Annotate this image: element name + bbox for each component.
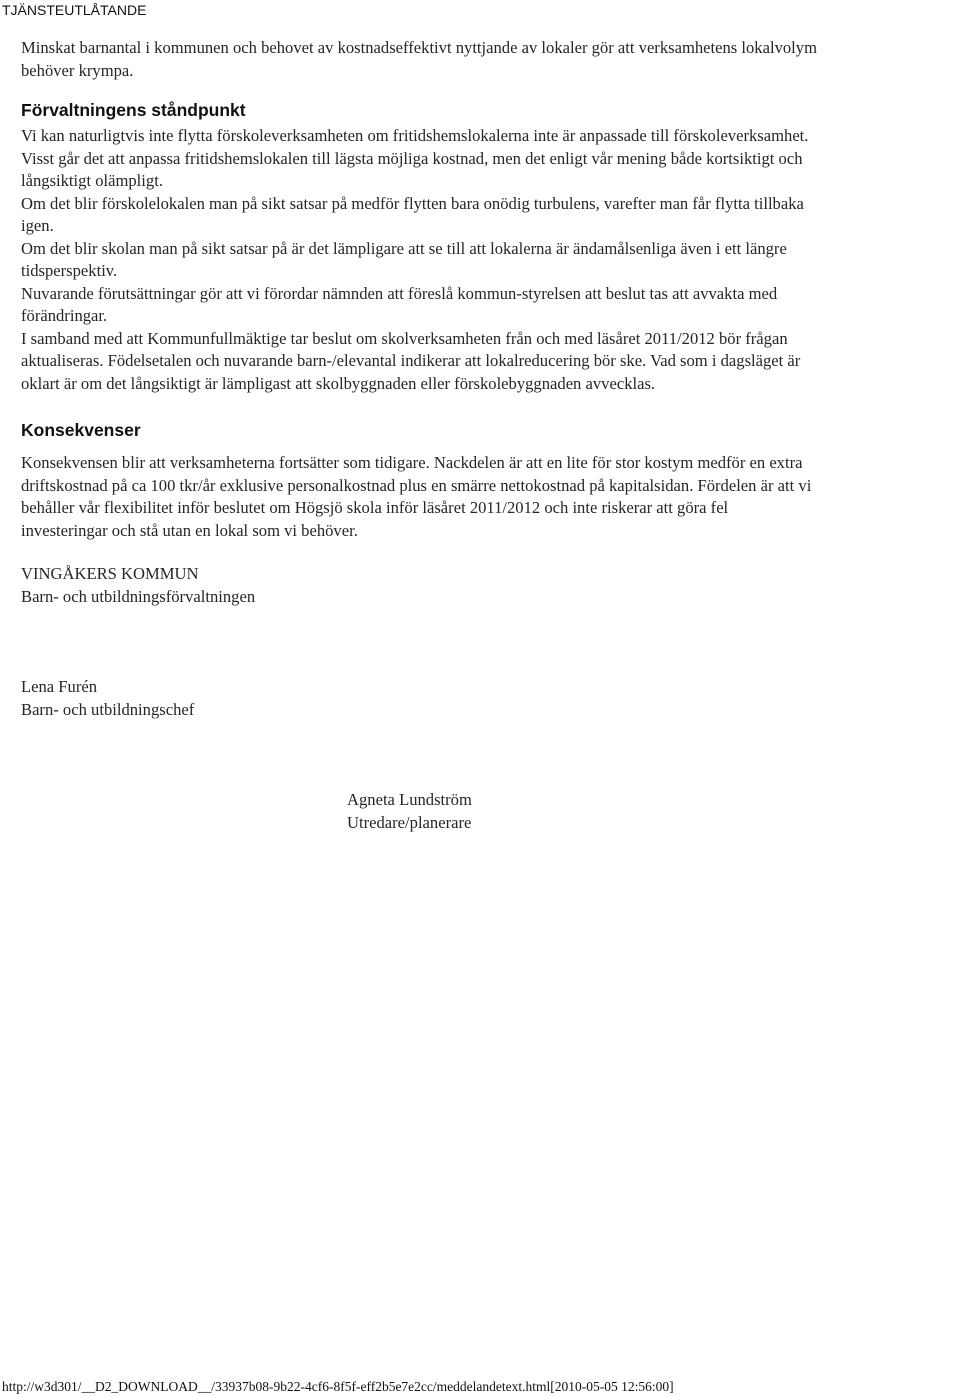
consequences-line: investeringar och stå utan en lokal som vi behöver. bbox=[21, 520, 358, 540]
intro-paragraph bbox=[21, 37, 960, 82]
standpoint-heading: Förvaltningens ståndpunkt bbox=[21, 100, 246, 120]
standpoint-line: igen. bbox=[21, 216, 54, 235]
signatory-block bbox=[21, 676, 960, 721]
consequences-line: driftskostnad på ca 100 tkr/år exklusive personalkostnad plus en smärre nettokostnad på kapitalsidan. Fördelen är att vi bbox=[21, 475, 812, 495]
standpoint-line: tidsperspektiv. bbox=[21, 261, 118, 280]
standpoint-line: Visst går det att anpassa fritidshemslokalen till lägsta möjliga kostnad, men det enligt vår mening både kortsiktigt och bbox=[21, 148, 803, 168]
standpoint-line: oklart är om det långsiktigt är lämpligast att skolbyggnaden eller förskolebyggnaden avvecklas. bbox=[21, 373, 656, 393]
intro-line: behöver krympa. bbox=[21, 60, 134, 80]
standpoint-line: Om det blir skolan man på sikt satsar på är det lämpligare att se till att lokalerna är ändamålsenliga även i ett längre bbox=[21, 238, 787, 258]
standpoint-line: I samband med att Kommunfullmäktige tar beslut om skolverksamheten från och med läsåret 2011/2012 bör frågan bbox=[21, 328, 788, 348]
standpoint-line: Om det blir förskolelokalen man på sikt satsar på medför flytten bara onödig turbulens, varefter man får flytta tillbaka bbox=[21, 193, 804, 213]
organization-block bbox=[21, 563, 960, 608]
organization-department: Barn- och utbildningsförvaltningen bbox=[21, 586, 256, 606]
standpoint-line: Nuvarande förutsättningar gör att vi förordar nämnden att föreslå kommun-styrelsen att beslut tas att avvakta med bbox=[21, 283, 778, 303]
signatory-title: Barn- och utbildningschef bbox=[21, 699, 195, 719]
standpoint-line: förändringar. bbox=[21, 306, 108, 325]
document-header-title: TJÄNSTEUTLÅTANDE bbox=[2, 2, 147, 18]
signatory-block bbox=[347, 789, 960, 834]
signatory-name: Agneta Lundström bbox=[347, 790, 472, 809]
standpoint-text bbox=[21, 125, 960, 395]
standpoint-line: aktualiseras. Födelsetalen och nuvarande barn-/elevantal indikerar att lokalreducering bör ske. Vad som i dagsläget är bbox=[21, 351, 801, 370]
consequences-line: Konsekvensen blir att verksamheterna fortsätter som tidigare. Nackdelen är att en lite för stor kostym medför en extra bbox=[21, 453, 803, 472]
organization-name: VINGÅKERS KOMMUN bbox=[21, 564, 199, 583]
intro-line: Minskat barnantal i kommunen och behovet av kostnadseffektivt nyttjande av lokaler gör att verksamhetens lokalvolym bbox=[21, 38, 817, 57]
consequences-line: behåller vår flexibilitet inför beslutet om Högsjö skola inför läsåret 2011/2012 och inte riskerar att göra fel bbox=[21, 498, 729, 517]
consequences-heading: Konsekvenser bbox=[21, 420, 141, 440]
standpoint-line: långsiktigt olämpligt. bbox=[21, 171, 163, 190]
consequences-text bbox=[21, 452, 960, 542]
standpoint-line: Vi kan naturligtvis inte flytta förskoleverksamheten om fritidshemslokalerna inte är anpassade till förskoleverksamhet. bbox=[21, 126, 809, 145]
signatory-name: Lena Furén bbox=[21, 677, 98, 696]
signatory-title: Utredare/planerare bbox=[347, 812, 472, 832]
footer-url: http://w3d301/__D2_DOWNLOAD__/33937b08-9b22-4cf6-8f5f-eff2b5e7e2cc/meddelandetext.html[2010-05-05 12:56:00] bbox=[2, 1379, 674, 1394]
document-body bbox=[21, 37, 960, 834]
